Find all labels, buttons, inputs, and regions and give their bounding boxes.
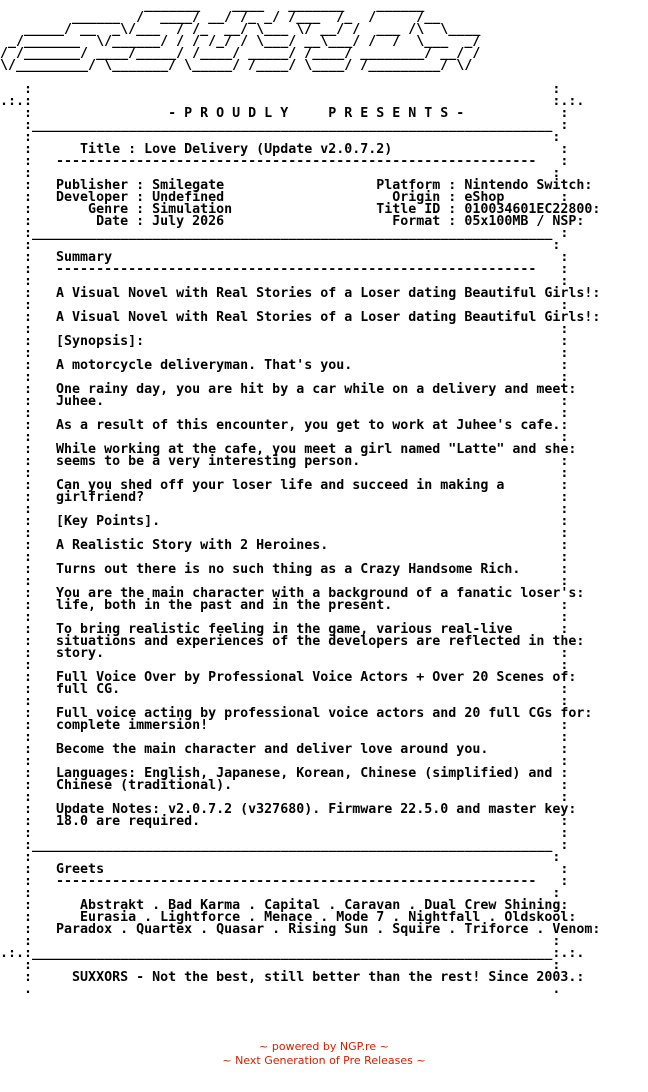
spacer: : : bbox=[0, 130, 561, 145]
title-underline: : ------------------------------------------------------------ : bbox=[0, 154, 569, 169]
spacer: : : bbox=[0, 886, 561, 901]
footer-tagline: ~ Next Generation of Pre Releases ~ bbox=[222, 1054, 426, 1067]
footer-powered-by: ~ powered by NGP.re ~ bbox=[259, 1040, 389, 1053]
spacer: : : bbox=[0, 166, 561, 181]
spacer: : : bbox=[0, 850, 561, 865]
presents-line: : - P R O U D L Y P R E S E N T S - : bbox=[0, 106, 569, 121]
greets-list: : Abstrakt . Bad Karma . Capital . Caravan . Dual Crew Shining: : Eurasia . Lightforce . Menace . Mode 7 . Nightfall . Oldskool: : Paradox . Quartex . Quasar . Rising Sun . Squire . Triforce . Venom: bbox=[24, 898, 601, 937]
tagline: : SUXXORS - Not the best, still better than the rest! Since 2003.: bbox=[0, 970, 585, 985]
info-block: : Publisher : Smilegate Platform : Nintendo Switch: : Developer : Undefined Origin : eShop : : Genre : Simulation Title ID : 010034601EC22800: : Date : July 2026 Format : 05x100MB / NSP: bbox=[24, 178, 601, 229]
title-line: : Title : Love Delivery (Update v2.0.7.2) : bbox=[0, 142, 569, 157]
divider: :_________________________________________________________________ : bbox=[0, 838, 569, 853]
spacer: : : bbox=[0, 238, 561, 253]
frame-bottom: .:.:_________________________________________________________________:.:. bbox=[0, 946, 585, 961]
ascii-logo: _______ ____ _______ ______ ______ / ____/ __/ /_ _/ /___ /_ / /__ _____/ __ _\/___ / /_ __/ \___ \/ __/ / ___ /\ \____ _/_______ \/______/ / / /_/ / \___/ __\___/ / / \___ _/ / /_______/ ____/_____/ /____/ _____/ /____/ ________/ __/ / \/_________/ \_______/ \_____/ /____/ \____/ /_________/ \/ bbox=[0, 0, 481, 73]
frame-top: : : bbox=[0, 82, 561, 97]
summary-underline: : ------------------------------------------------------------ : bbox=[0, 262, 569, 277]
divider: :_________________________________________________________________ : bbox=[0, 118, 569, 133]
spacer: . . bbox=[0, 982, 561, 997]
divider: :_________________________________________________________________ : bbox=[0, 226, 569, 241]
spacer: : : bbox=[0, 934, 561, 949]
frame-top-2: .:.: :.:. bbox=[0, 94, 585, 109]
summary-body: : : : A Visual Novel with Real Stories of a Loser dating Beautiful Girls!: : : : A Visual Novel with Real Stories of a Loser dating Beautiful Girls!: : : : [Synopsis]: : : : : A motorcycle deliveryman. That's you. : : : : One rainy day, you are hit by a car while on a delivery and meet: : Juhee. : : : : As a result of this encounter, you get to work at Juhee's cafe.: : : : While working at the cafe, you meet a girl named "Latte" and she: : seems to be a very interesting person. : : : : Can you shed off your loser life and succeed in making a : : girlfriend? : : : : [Key Points]. : : : : A Realistic Story with 2 Heroines. : : : : Turns out there is no such thing as a Crazy Handsome Rich. : : : : You are the main character with a background of a fanatic loser's: : life, both in the past and in the present. : : : : To bring realistic feeling in the game, various real-live : : situations and experiences of the developers are reflected in the: : story. : : : : Full Voice Over by Professional Voice Actors + Over 20 Scenes of: : full CG. : : : : Full voice acting by professional voice actors and 20 full CGs for: : complete immersion! : : : : Become the main character and deliver love around you. : : : : Languages: English, Japanese, Korean, Chinese (simplified) and : : Chinese (traditional). : : : : Update Notes: v2.0.7.2 (v327680). Firmware 22.5.0 and master key: : 18.0 are required. : : : bbox=[24, 274, 601, 841]
greets-underline: : ------------------------------------------------------------ : bbox=[0, 874, 569, 889]
summary-heading: : Summary : bbox=[0, 250, 569, 265]
spacer: : : bbox=[0, 958, 561, 973]
greets-heading: : Greets : bbox=[0, 862, 569, 877]
